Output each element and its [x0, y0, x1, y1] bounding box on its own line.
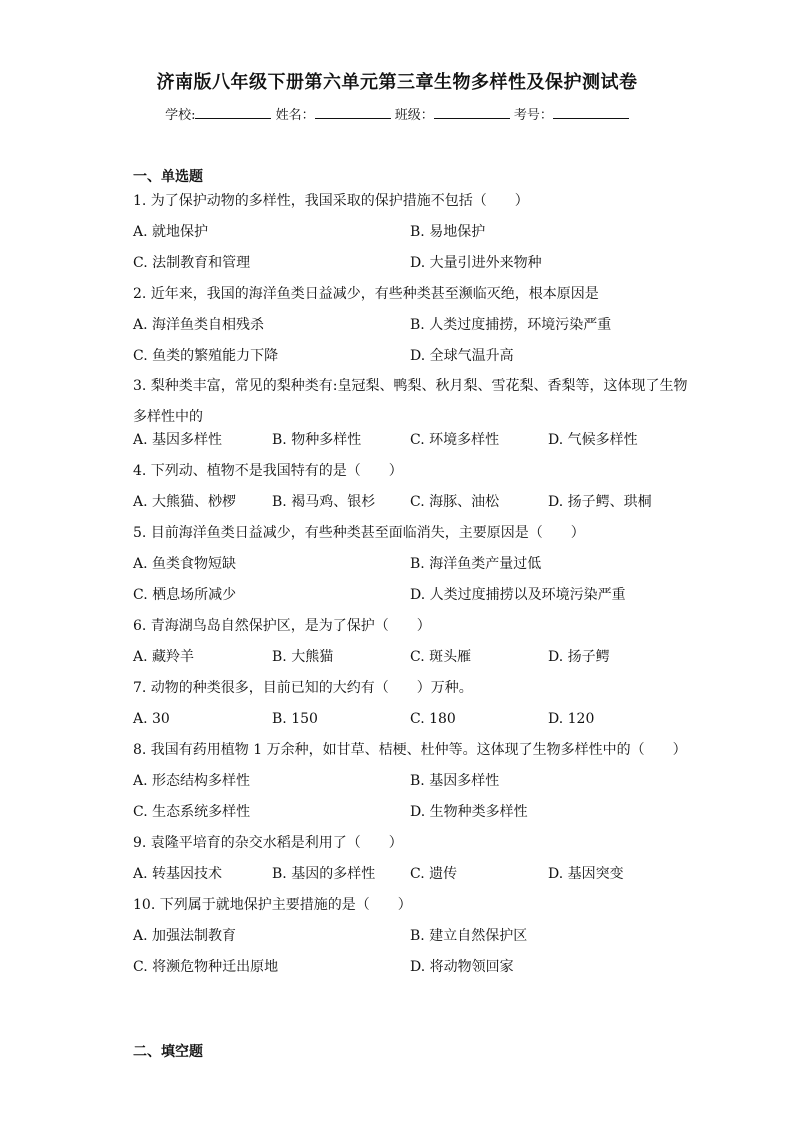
answer-option[interactable]: D. 基因突变	[548, 866, 624, 882]
option-row	[133, 584, 693, 615]
question-stem: 8. 我国有药用植物 1 万余种，如甘草、桔梗、杜仲等。这体现了生物多样性中的（ ）	[133, 742, 687, 758]
answer-option[interactable]: A. 30	[133, 711, 170, 727]
answer-option[interactable]: A. 形态结构多样性	[133, 773, 251, 789]
question-list	[133, 190, 693, 987]
option-row	[133, 925, 693, 956]
answer-option[interactable]: A. 基因多样性	[133, 432, 223, 448]
student-info-line	[0, 104, 794, 123]
option-row	[133, 221, 693, 252]
exam-no-blank[interactable]	[553, 106, 629, 119]
question-stem: 6. 青海湖鸟岛自然保护区，是为了保护（ ）	[133, 618, 431, 634]
answer-option[interactable]: D. 生物种类多样性	[410, 804, 528, 820]
page-title: 济南版八年级下册第六单元第三章生物多样性及保护测试卷	[156, 72, 638, 93]
class-blank[interactable]	[434, 106, 510, 119]
answer-option[interactable]: A. 海洋鱼类自相残杀	[133, 317, 265, 333]
answer-option[interactable]: B. 大熊猫	[272, 649, 334, 665]
option-row	[133, 314, 693, 345]
answer-option[interactable]: B. 150	[272, 711, 318, 727]
answer-option[interactable]: C. 斑头雁	[410, 649, 472, 665]
answer-option[interactable]: C. 鱼类的繁殖能力下降	[133, 348, 279, 364]
question-stem: 1. 为了保护动物的多样性，我国采取的保护措施不包括（ ）	[133, 193, 529, 209]
answer-option[interactable]: A. 转基因技术	[133, 866, 223, 882]
option-row	[133, 553, 693, 584]
answer-option[interactable]: D. 扬子鳄	[548, 649, 610, 665]
answer-option[interactable]: C. 栖息场所减少	[133, 587, 237, 603]
answer-option[interactable]: D. 120	[548, 711, 595, 727]
section-heading-fill-blank: 二、填空题	[133, 1044, 203, 1060]
answer-option[interactable]: B. 人类过度捕捞，环境污染严重	[410, 317, 612, 333]
class-label: 班级：	[394, 108, 434, 123]
answer-option[interactable]: D. 气候多样性	[548, 432, 638, 448]
question-stem: 4. 下列动、植物不是我国特有的是（ ）	[133, 463, 403, 479]
answer-option[interactable]: C. 将濒危物种迁出原地	[133, 959, 279, 975]
question-stem: 9. 袁隆平培育的杂交水稻是利用了（ ）	[133, 835, 403, 851]
answer-option[interactable]: A. 大熊猫、桫椤	[133, 494, 237, 510]
answer-option[interactable]: B. 海洋鱼类产量过低	[410, 556, 542, 572]
answer-option[interactable]: C. 法制教育和管理	[133, 255, 251, 271]
question-stem: 7. 动物的种类很多，目前已知的大约有（ ）万种。	[133, 680, 473, 696]
question-stem: 3. 梨种类丰富，常见的梨种类有:皇冠梨、鸭梨、秋月梨、雪花梨、香梨等，这体现了生物多样性中的	[133, 378, 688, 425]
answer-option[interactable]: C. 海豚、油松	[410, 494, 500, 510]
answer-option[interactable]: A. 就地保护	[133, 224, 209, 240]
answer-option[interactable]: C. 环境多样性	[410, 432, 500, 448]
section-heading-single-choice: 一、单选题	[133, 169, 203, 185]
answer-option[interactable]: D. 大量引进外来物种	[410, 255, 542, 271]
answer-option[interactable]: D. 扬子鳄、珙桐	[548, 494, 652, 510]
answer-option[interactable]: B. 建立自然保护区	[410, 928, 528, 944]
answer-option[interactable]: C. 生态系统多样性	[133, 804, 251, 820]
question-stem: 2. 近年来，我国的海洋鱼类日益减少，有些种类甚至濒临灭绝，根本原因是	[133, 286, 599, 302]
answer-option[interactable]: B. 物种多样性	[272, 432, 362, 448]
option-row	[133, 863, 693, 894]
option-row	[133, 801, 693, 832]
answer-option[interactable]: B. 基因多样性	[410, 773, 500, 789]
answer-option[interactable]: D. 将动物领回家	[410, 959, 514, 975]
answer-option[interactable]: A. 藏羚羊	[133, 649, 195, 665]
answer-option[interactable]: A. 加强法制教育	[133, 928, 237, 944]
answer-option[interactable]: B. 褐马鸡、银杉	[272, 494, 376, 510]
option-row	[133, 708, 693, 739]
name-blank[interactable]	[315, 106, 391, 119]
option-row	[133, 491, 693, 522]
answer-option[interactable]: D. 人类过度捕捞以及环境污染严重	[410, 587, 626, 603]
school-label: 学校:	[165, 108, 196, 123]
exam-no-label: 考号：	[513, 108, 553, 123]
answer-option[interactable]: C. 遗传	[410, 866, 458, 882]
question-stem: 5. 目前海洋鱼类日益减少，有些种类甚至面临消失，主要原因是（ ）	[133, 525, 585, 541]
name-label: 姓名：	[275, 108, 315, 123]
answer-option[interactable]: B. 基因的多样性	[272, 866, 376, 882]
option-row	[133, 770, 693, 801]
option-row	[133, 252, 693, 283]
question-stem: 10. 下列属于就地保护主要措施的是（ ）	[133, 897, 412, 913]
option-row	[133, 956, 693, 987]
school-blank[interactable]	[195, 106, 271, 119]
answer-option[interactable]: D. 全球气温升高	[410, 348, 514, 364]
option-row	[133, 646, 693, 677]
option-row	[133, 345, 693, 376]
answer-option[interactable]: A. 鱼类食物短缺	[133, 556, 237, 572]
answer-option[interactable]: B. 易地保护	[410, 224, 486, 240]
answer-option[interactable]: C. 180	[410, 711, 456, 727]
option-row	[133, 429, 693, 460]
